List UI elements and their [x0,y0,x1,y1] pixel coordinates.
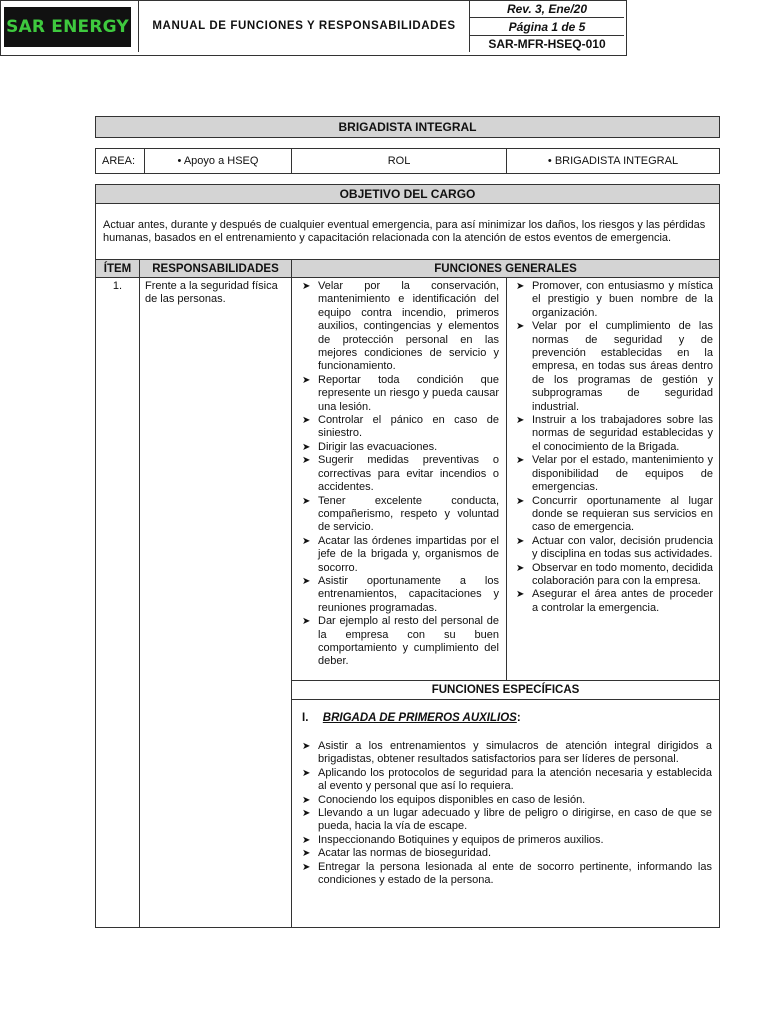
logo-cell [0,0,139,52]
brigade-heading [302,712,702,724]
list-item [300,807,712,834]
list-item-text: Instruir a los trabajadores sobre las normas de seguridad establecidas y el conocimiento de la Brigada. [532,414,713,453]
column-divider [139,259,140,927]
list-item-text: Asegurar el área antes de proceder a controlar la emergencia. [532,588,713,614]
arrow-bullet-icon: ➤ [302,848,311,860]
list-item [514,280,713,320]
specific-functions-heading: FUNCIONES ESPECÍFICAS [292,680,719,700]
brigade-number: I. [302,712,309,724]
list-item [300,374,499,414]
list-item-text: Observar en todo momento, decidida colaboración para con la empresa. [532,561,713,587]
list-item [300,454,499,494]
list-item-text: Reportar toda condición que represente un riesgo y pueda causar una lesión. [318,373,499,413]
arrow-bullet-icon: ➤ [302,441,311,453]
list-item [300,847,712,860]
list-item [300,794,712,807]
arrow-bullet-icon: ➤ [516,535,525,547]
list-item [300,535,499,575]
specific-functions-list [300,740,712,887]
arrow-bullet-icon: ➤ [302,281,311,292]
list-item-text: Concurrir oportunamente al lugar donde se requieran sus servicios en caso de emergencia. [532,494,713,534]
arrow-bullet-icon: ➤ [302,535,311,547]
arrow-bullet-icon: ➤ [302,808,311,820]
list-item-text: Entregar la persona lesionada al ente de socorro pertinente, informando las condiciones y estado de la persona. [318,860,712,887]
document-code: SAR-MFR-HSEQ-010 [470,35,624,52]
list-item [514,562,713,589]
revision: Rev. 3, Ene/20 [506,1,588,16]
rol-label: ROL [387,155,411,167]
list-item-text: Promover, con entusiasmo y mística el prestigio y buen nombre de la organización. [532,280,713,319]
arrow-bullet-icon: ➤ [516,589,525,601]
area-label: AREA: [102,155,136,167]
list-item [514,535,713,562]
arrow-bullet-icon: ➤ [516,562,525,574]
col-header-item: ÍTEM [103,262,132,275]
col-header-general-functions: FUNCIONES GENERALES [434,262,577,275]
arrow-bullet-icon: ➤ [302,861,311,873]
list-item-text: Actuar con valor, decisión prudencia y disciplina en todas sus actividades. [532,534,713,561]
list-item-text: Velar por el estado, mantenimiento y disponibilidad de equipos de emergencias. [532,454,713,494]
list-item [300,615,499,669]
list-item [300,495,499,535]
list-item-text: Conociendo los equipos disponibles en caso de lesión. [318,793,586,806]
list-item-text: Acatar las órdenes impartidas por el jefe de la brigada y, organismos de socorro. [318,534,499,574]
list-item [514,320,713,414]
arrow-bullet-icon: ➤ [302,834,311,846]
list-item [300,280,499,374]
column-divider [291,259,292,927]
area-value: • Apoyo a HSEQ [177,155,259,167]
list-item-text: Acatar las normas de bioseguridad. [318,847,492,860]
list-item-text: Controlar el pánico en caso de siniestro. [318,414,499,440]
list-item [514,414,713,454]
objective-heading: OBJETIVO DEL CARGO [96,185,719,204]
arrow-bullet-icon: ➤ [302,575,311,587]
list-item-text: Asistir a los entrenamientos y simulacros de atención integral dirigidos a brigadistas, obtener resultados satisfactorios para ser líderes de personal. [318,740,712,766]
arrow-bullet-icon: ➤ [302,794,311,806]
list-item [300,861,712,888]
general-functions-right [514,280,713,615]
list-item-text: Asistir oportunamente a los entrenamientos, capacitaciones y reuniones programadas. [318,574,499,614]
arrow-bullet-icon: ➤ [516,281,525,292]
arrow-bullet-icon: ➤ [516,495,525,507]
brigade-title: BRIGADA DE PRIMEROS AUXILIOS [322,712,517,724]
list-item-text: Inspeccionando Botiquines y equipos de primeros auxilios. [318,833,604,846]
arrow-bullet-icon: ➤ [302,741,311,752]
arrow-bullet-icon: ➤ [516,415,525,427]
list-item [300,740,712,767]
list-item-text: Sugerir medidas preventivas o correctivas para evitar incendios o accidentes. [318,454,499,494]
list-item [514,588,713,615]
list-item-text: Velar por el cumplimiento de las normas de seguridad y de prevención establecidas en la empresa, en todas sus áreas dentro de los programas de gestión y subprogramas de seguridad industrial. [532,320,713,413]
list-item-text: Dirigir las evacuaciones. [318,440,438,453]
list-item-text: Aplicando los protocolos de seguridad para la atención necesaria y establecida al evento y personal que así lo requiera. [318,766,712,793]
arrow-bullet-icon: ➤ [302,374,311,386]
brigade-colon: : [516,712,521,724]
general-functions-left [300,280,499,669]
list-item [514,454,713,494]
document-control-box [469,0,624,52]
arrow-bullet-icon: ➤ [302,495,311,507]
arrow-bullet-icon: ➤ [302,455,311,467]
item-number: 1. [112,280,123,292]
logo-text: SAR ENERGY [6,17,129,37]
arrow-bullet-icon: ➤ [302,415,311,427]
objective-text: Actuar antes, durante y después de cualquier eventual emergencia, para así minimizar los daños, los riesgos y las pérdidas humanas, basados en el entrenamiento y capacitación relacionada con la atención de estos eventos de emergencia. [103,219,706,245]
responsibility-text: Frente a la seguridad física de las personas. [145,280,278,306]
rol-value: • BRIGADISTA INTEGRAL [547,155,679,167]
arrow-bullet-icon: ➤ [302,767,311,779]
column-divider [506,278,507,680]
position-title: BRIGADISTA INTEGRAL [95,116,720,138]
list-item [300,414,499,441]
manual-title: MANUAL DE FUNCIONES Y RESPONSABILIDADES [152,20,456,32]
document-header [0,0,627,56]
arrow-bullet-icon: ➤ [302,616,311,628]
list-item [514,495,713,535]
list-item [300,575,499,615]
page-number: Página 1 de 5 [470,17,624,35]
list-item-text: Tener excelente conducta, compañerismo, respeto y voluntad de servicio. [318,494,499,534]
arrow-bullet-icon: ➤ [516,321,525,333]
list-item [300,834,712,847]
list-item [300,441,499,454]
sar-energy-logo [4,7,131,47]
list-item-text: Dar ejemplo al resto del personal de la empresa con su buen comportamiento y cumplimiento del deber. [318,615,499,668]
list-item-text: Llevando a un lugar adecuado y libre de peligro o dirigirse, en caso de que se pueda, hacia la vía de escape. [318,807,712,833]
col-header-responsibilities: RESPONSABILIDADES [152,262,279,275]
arrow-bullet-icon: ➤ [516,455,525,467]
list-item [300,767,712,794]
list-item-text: Velar por la conservación, mantenimiento e identificación del equipo contra incendio, primeros auxilios, contingencias y elementos de protección personal en las mejores condiciones de servicio y funcionamiento. [318,280,499,373]
